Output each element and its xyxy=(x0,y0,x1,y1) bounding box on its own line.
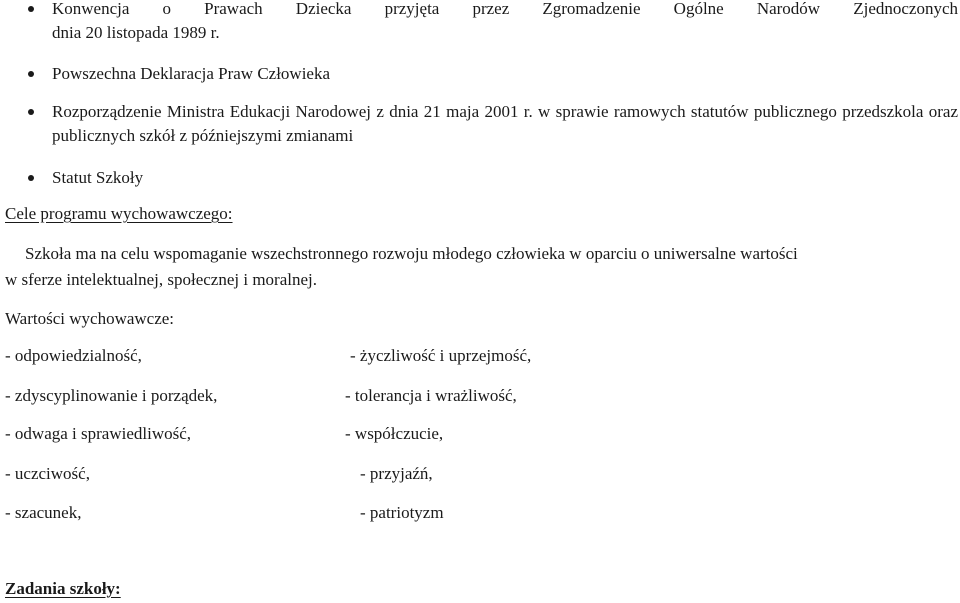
value-item: - zdyscyplinowanie i porządek, xyxy=(5,386,218,405)
goals-heading: Cele programu wychowawczego: xyxy=(5,204,233,223)
bullet-icon xyxy=(28,109,34,115)
list-item-text: Statut Szkoły xyxy=(52,168,144,187)
list-item xyxy=(52,0,958,45)
bullet-icon xyxy=(28,6,34,12)
list-item-text: Rozporządzenie Ministra Edukacji Narodowej z dnia 21 maja 2001 r. w sprawie ramowych statutów publicznego przedszkola oraz publicznych szkół z późniejszymi zmianami xyxy=(52,102,958,145)
paragraph-line: w sferze intelektualnej, społecznej i moralnej. xyxy=(5,270,318,289)
bullet-icon xyxy=(28,175,34,181)
list-item xyxy=(52,166,958,190)
list-item-text: Powszechna Deklaracja Praw Człowieka xyxy=(52,64,331,83)
value-item: - życzliwość i uprzejmość, xyxy=(350,346,532,365)
value-item: - przyjaźń, xyxy=(360,464,433,483)
value-item: - odpowiedzialność, xyxy=(5,346,142,365)
value-item: - tolerancja i wrażliwość, xyxy=(345,386,517,405)
paragraph-line: Szkoła ma na celu wspomaganie wszechstronnego rozwoju młodego człowieka w oparciu o uniwersalne wartości xyxy=(25,244,798,263)
tasks-heading: Zadania szkoły: xyxy=(5,579,121,598)
values-title: Wartości wychowawcze: xyxy=(5,309,175,328)
value-item: - uczciwość, xyxy=(5,464,90,483)
value-item: - odwaga i sprawiedliwość, xyxy=(5,424,192,443)
goals-paragraph xyxy=(5,241,955,293)
value-item: - szacunek, xyxy=(5,503,82,522)
bullet-icon xyxy=(28,71,34,77)
value-item: - współczucie, xyxy=(345,424,444,443)
list-item xyxy=(52,100,958,148)
list-item-text-line: Konwencja o Prawach Dziecka przyjęta przez Zgromadzenie Ogólne Narodów Zjednoczonych xyxy=(52,0,958,18)
list-item-text-line: dnia 20 listopada 1989 r. xyxy=(52,23,220,42)
value-item: - patriotyzm xyxy=(360,503,444,522)
list-item xyxy=(52,62,958,86)
